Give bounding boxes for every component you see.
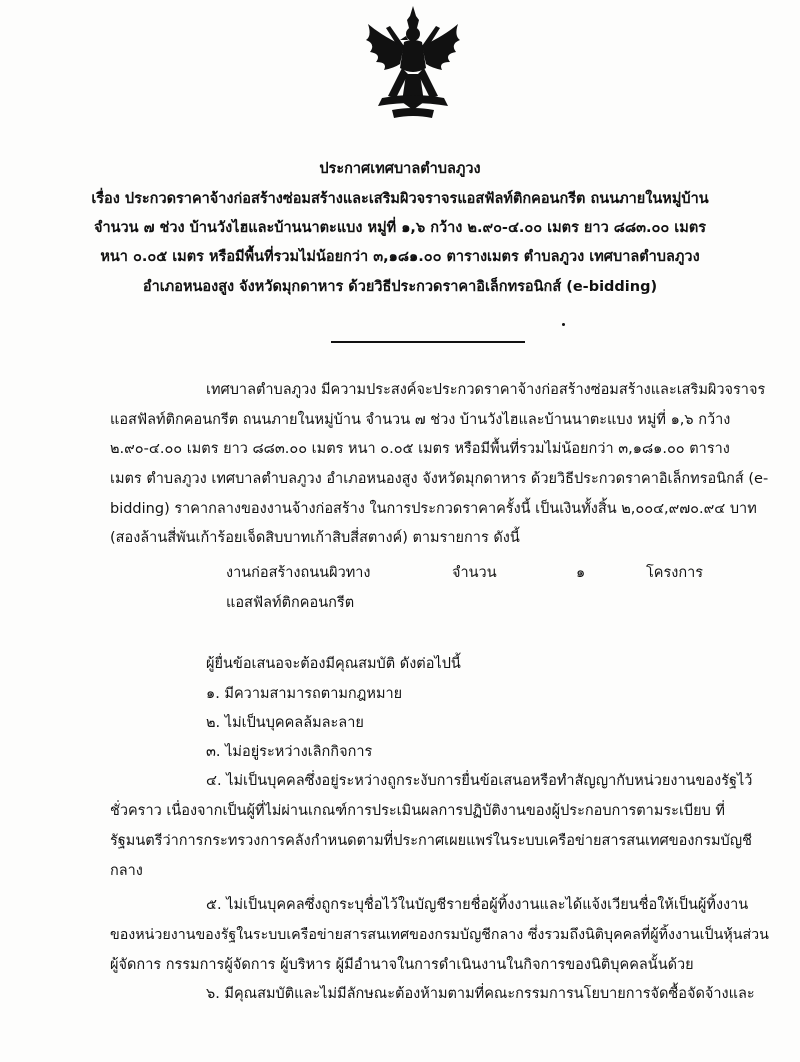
subject-line: เรื่อง ประกวดราคาจ้างก่อสร้างซ่อมสร้างและเสริมผิวจราจรแอสฟัลท์ติกคอนกรีต ถนนภายในหมู่บ้าน xyxy=(91,191,709,207)
item-qty: ๑ xyxy=(576,565,586,581)
title-divider xyxy=(331,341,525,343)
qualifications-heading: ผู้ยื่นข้อเสนอจะต้องมีคุณสมบัติ ดังต่อไปนี้ xyxy=(206,656,461,672)
subject-line: อำเภอหนองสูง จังหวัดมุกดาหาร ด้วยวิธีประกวดราคาอิเล็กทรอนิกส์ (e-bidding) xyxy=(142,279,658,295)
item-qty-label: จำนวน xyxy=(452,565,497,581)
intro-line: แอสฟัลท์ติกคอนกรีต ถนนภายในหมู่บ้าน จำนวน ๗ ช่วง บ้านวังไฮและบ้านนาตะแบง หมู่ที่ ๑,๖ กว้าง xyxy=(110,412,731,428)
intro-line: (สองล้านสี่พันเก้าร้อยเจ็ดสิบบาทเก้าสิบสี่สตางค์) ตามรายการ ดังนี้ xyxy=(110,530,520,546)
qualification-item: ๖. มีคุณสมบัติและไม่มีลักษณะต้องห้ามตามที่คณะกรรมการนโยบายการจัดซื้อจัดจ้างและ xyxy=(206,986,755,1002)
item-unit: โครงการ xyxy=(646,565,704,581)
qualification-item: ๒. ไม่เป็นบุคคลล้มละลาย xyxy=(206,715,364,731)
item-name-cont: แอสฟัลท์ติกคอนกรีต xyxy=(226,595,355,611)
intro-line: ๒.๙๐-๔.๐๐ เมตร ยาว ๘๘๓.๐๐ เมตร หนา ๐.๐๕ เมตร หรือมีพื้นที่รวมไม่น้อยกว่า ๓,๑๘๑.๐๐ ตาราง xyxy=(110,441,730,457)
garuda-emblem-icon xyxy=(362,6,464,124)
qualification-item-cont: รัฐมนตรีว่าการกระทรวงการคลังกำหนดตามที่ประกาศเผยแพร่ในระบบเครือข่ายสารสนเทศของกรมบัญชี xyxy=(110,833,752,849)
subject-line: จำนวน ๗ ช่วง บ้านวังไฮและบ้านนาตะแบง หมู่ที่ ๑,๖ กว้าง ๒.๙๐-๔.๐๐ เมตร ยาว ๘๘๓.๐๐ เมตร xyxy=(93,220,707,236)
qualification-item: ๔. ไม่เป็นบุคคลซึ่งอยู่ระหว่างถูกระงับการยื่นข้อเสนอหรือทำสัญญากับหน่วยงานของรัฐไว้ xyxy=(206,773,753,789)
qualification-item-cont: ชั่วคราว เนื่องจากเป็นผู้ที่ไม่ผ่านเกณฑ์การประเมินผลการปฏิบัติงานของผู้ประกอบการตามระเบียบ ที่ xyxy=(110,803,725,819)
subject-line: หนา ๐.๐๕ เมตร หรือมีพื้นที่รวมไม่น้อยกว่า ๓,๑๘๑.๐๐ ตารางเมตร ตำบลภูวง เทศบาลตำบลภูวง xyxy=(100,249,700,265)
intro-line: เทศบาลตำบลภูวง มีความประสงค์จะประกวดราคาจ้างก่อสร้างซ่อมสร้างและเสริมผิวจราจร xyxy=(206,382,766,398)
qualification-item-cont: ผู้จัดการ กรรมการผู้จัดการ ผู้บริหาร ผู้มีอำนาจในการดำเนินงานในกิจการของนิติบุคคลนั้นด้วย xyxy=(110,957,694,973)
qualification-item-cont: กลาง xyxy=(110,863,143,879)
page-title: ประกาศเทศบาลตำบลภูวง xyxy=(319,161,481,177)
qualification-item: ๕. ไม่เป็นบุคคลซึ่งถูกระบุชื่อไว้ในบัญชีรายชื่อผู้ทิ้งงานและได้แจ้งเวียนชื่อให้เป็นผู้ทิ้งงาน xyxy=(206,897,749,913)
qualification-item: ๓. ไม่อยู่ระหว่างเลิกกิจการ xyxy=(206,744,373,760)
qualification-item: ๑. มีความสามารถตามกฎหมาย xyxy=(206,686,403,702)
stray-mark xyxy=(562,323,565,326)
qualification-item-cont: ของหน่วยงานของรัฐในระบบเครือข่ายสารสนเทศของกรมบัญชีกลาง ซึ่งรวมถึงนิติบุคคลที่ผู้ทิ้งงานเป็นหุ้นส่วน xyxy=(110,927,769,943)
item-name: งานก่อสร้างถนนผิวทาง xyxy=(226,565,371,581)
intro-line: bidding) ราคากลางของงานจ้างก่อสร้าง ในการประกวดราคาครั้งนี้ เป็นเงินทั้งสิ้น ๒,๐๐๔,๙๗๐.๙๔ บาท xyxy=(110,501,757,517)
intro-line: เมตร ตำบลภูวง เทศบาลตำบลภูวง อำเภอหนองสูง จังหวัดมุกดาหาร ด้วยวิธีประกวดราคาอิเล็กทรอนิกส์ (e- xyxy=(110,471,769,487)
